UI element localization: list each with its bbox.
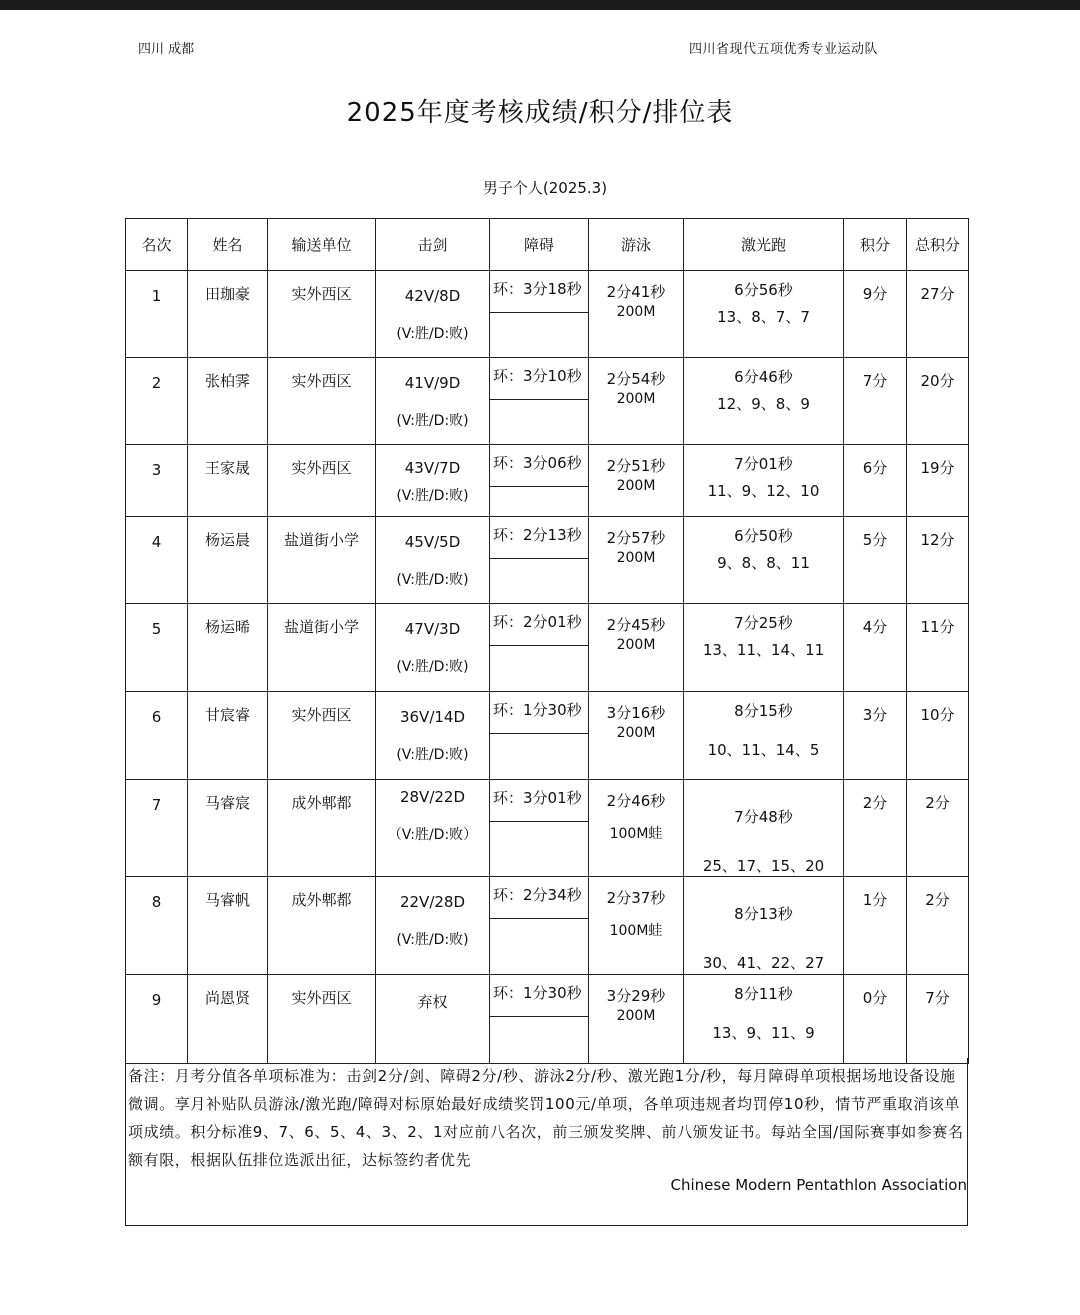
laser-run-shots: 9、8、8、11 xyxy=(717,554,810,572)
swim-distance: 200M xyxy=(616,1008,656,1024)
total-value: 11分 xyxy=(920,618,955,636)
cell-rank xyxy=(126,271,188,358)
table-row xyxy=(126,358,969,445)
cell-fencing xyxy=(376,780,490,877)
laser-run-shots: 11、9、12、10 xyxy=(707,482,820,500)
athlete-name: 马睿帆 xyxy=(204,891,250,909)
table-row xyxy=(126,692,969,780)
points-value: 7分 xyxy=(862,372,888,390)
cell-obstacle xyxy=(490,271,589,358)
points-value: 9分 xyxy=(862,285,888,303)
rank-value: 3 xyxy=(151,461,162,479)
cell-total xyxy=(907,517,969,604)
laser-run-time: 6分56秒 xyxy=(734,281,793,299)
cell-total xyxy=(907,604,969,692)
cell-swim xyxy=(589,780,684,877)
rank-value: 6 xyxy=(151,708,162,726)
cell-fencing xyxy=(376,271,490,358)
cell-unit xyxy=(268,517,376,604)
swim-time: 3分29秒 xyxy=(606,987,666,1005)
athlete-unit: 实外西区 xyxy=(291,706,352,724)
fencing-legend: (V:胜/D:败) xyxy=(396,659,469,675)
cell-swim xyxy=(589,877,684,975)
points-value: 0分 xyxy=(862,989,888,1007)
table-row xyxy=(126,604,969,692)
total-value: 27分 xyxy=(920,285,955,303)
fencing-result: 36V/14D xyxy=(399,708,466,726)
cell-swim xyxy=(589,604,684,692)
cell-laser-run xyxy=(684,877,844,975)
cell-obstacle xyxy=(490,877,589,975)
cell-points xyxy=(844,358,907,445)
document-subtitle: 男子个人(2025.3) xyxy=(482,179,608,197)
total-value: 12分 xyxy=(920,531,955,549)
athlete-unit: 盐道街小学 xyxy=(283,531,359,549)
laser-run-shots: 30、41、22、27 xyxy=(702,954,825,972)
cell-unit xyxy=(268,271,376,358)
table-row xyxy=(126,780,969,877)
col-header-fencing: 击剑 xyxy=(376,219,490,271)
athlete-name: 杨运晨 xyxy=(204,531,250,549)
cell-points xyxy=(844,877,907,975)
cell-points xyxy=(844,271,907,358)
cell-unit xyxy=(268,445,376,517)
cell-points xyxy=(844,445,907,517)
cell-swim xyxy=(589,975,684,1064)
cell-name xyxy=(188,517,268,604)
laser-run-time: 7分25秒 xyxy=(734,614,793,632)
athlete-name: 王家晟 xyxy=(204,459,250,477)
col-header-points: 积分 xyxy=(844,219,907,271)
fencing-legend: (V:胜/D:败) xyxy=(396,932,469,948)
obstacle-time: 环：3分10秒 xyxy=(490,358,588,400)
col-header-laser-run: 激光跑 xyxy=(684,219,844,271)
col-header-rank: 名次 xyxy=(126,219,188,271)
col-header-swim: 游泳 xyxy=(589,219,684,271)
cell-total xyxy=(907,780,969,877)
table-row xyxy=(126,975,969,1064)
rank-value: 8 xyxy=(151,893,162,911)
cell-rank xyxy=(126,692,188,780)
rank-value: 7 xyxy=(151,796,162,814)
swim-distance: 200M xyxy=(616,725,656,741)
total-value: 7分 xyxy=(925,989,950,1007)
fencing-result: 22V/28D xyxy=(399,893,466,911)
swim-time: 2分51秒 xyxy=(606,457,666,475)
cell-total xyxy=(907,877,969,975)
athlete-name: 张柏霁 xyxy=(204,372,250,390)
cell-total xyxy=(907,271,969,358)
fencing-legend xyxy=(376,1012,489,1030)
laser-run-time: 6分50秒 xyxy=(734,527,793,545)
table-row xyxy=(126,517,969,604)
obstacle-time: 环：1分30秒 xyxy=(490,692,588,734)
fencing-result: 41V/9D xyxy=(404,374,461,392)
athlete-name: 马睿宸 xyxy=(204,794,250,812)
cell-rank xyxy=(126,604,188,692)
cell-unit xyxy=(268,975,376,1064)
athlete-name: 尚恩贤 xyxy=(204,989,250,1007)
col-header-unit: 输送单位 xyxy=(268,219,376,271)
obstacle-time: 环：1分30秒 xyxy=(490,975,588,1017)
swim-time: 2分45秒 xyxy=(606,616,666,634)
total-value: 19分 xyxy=(920,459,955,477)
laser-run-shots: 25、17、15、20 xyxy=(702,857,825,875)
fencing-legend: (V:胜/D:败) xyxy=(396,326,469,342)
swim-distance: 200M xyxy=(616,391,656,407)
cell-rank xyxy=(126,517,188,604)
association-signature: Chinese Modern Pentathlon Association xyxy=(670,1176,967,1194)
cell-laser-run xyxy=(684,975,844,1064)
cell-total xyxy=(907,445,969,517)
cell-unit xyxy=(268,692,376,780)
obstacle-time: 环：3分06秒 xyxy=(490,445,588,487)
document-title: 2025年度考核成绩/积分/排位表 xyxy=(346,98,734,128)
swim-time: 2分57秒 xyxy=(606,529,666,547)
swim-time: 3分16秒 xyxy=(606,704,666,722)
athlete-unit: 盐道街小学 xyxy=(283,618,359,636)
cell-name xyxy=(188,358,268,445)
obstacle-time: 环：3分18秒 xyxy=(490,271,588,313)
cell-points xyxy=(844,517,907,604)
cell-unit xyxy=(268,358,376,445)
cell-points xyxy=(844,975,907,1064)
cell-rank xyxy=(126,358,188,445)
swim-distance: 200M xyxy=(616,304,656,320)
cell-laser-run xyxy=(684,604,844,692)
fencing-legend: (V:胜/D:败) xyxy=(396,572,469,588)
swim-distance: 100M蛙 xyxy=(609,826,663,842)
cell-total xyxy=(907,975,969,1064)
cell-swim xyxy=(589,517,684,604)
cell-obstacle xyxy=(490,780,589,877)
cell-fencing xyxy=(376,692,490,780)
fencing-legend: (V:胜/D:败) xyxy=(396,413,469,429)
remarks-text: 备注：月考分值各单项标准为：击剑2分/剑、障碍2分/秒、游泳2分/秒、激光跑1分/秒，每月障碍单项根据场地设备设施微调。享月补贴队员游泳/激光跑/障碍对标原始最好成绩奖罚100元/单项，各单项违规者均罚停10秒，情节严重取消该单项成绩。积分标准9、7、6、5、4、3、2、1对应前八名次，前三颁发奖牌、前八颁发证书。每站全国/国际赛事如参赛名额有限，根据队伍排位选派出征，达标签约者优先 xyxy=(128,1067,964,1169)
cell-total xyxy=(907,692,969,780)
swim-time: 2分37秒 xyxy=(606,889,666,907)
cell-obstacle xyxy=(490,975,589,1064)
cell-name xyxy=(188,692,268,780)
obstacle-time: 环：3分01秒 xyxy=(490,780,588,822)
cell-fencing xyxy=(376,358,490,445)
cell-laser-run xyxy=(684,517,844,604)
fencing-result: 28V/22D xyxy=(399,788,466,806)
cell-rank xyxy=(126,780,188,877)
swim-distance: 200M xyxy=(616,637,656,653)
cell-unit xyxy=(268,877,376,975)
fencing-legend: (V:胜/D:败) xyxy=(396,488,469,504)
cell-fencing xyxy=(376,975,490,1064)
remarks-box xyxy=(125,1058,968,1226)
athlete-name: 杨运晞 xyxy=(204,618,250,636)
cell-swim xyxy=(589,358,684,445)
laser-run-time: 8分13秒 xyxy=(734,905,793,923)
header-organization: 四川省现代五项优秀专业运动队 xyxy=(688,42,878,57)
cell-laser-run xyxy=(684,692,844,780)
fencing-legend: (V:胜/D:败) xyxy=(396,747,469,763)
points-value: 3分 xyxy=(862,706,888,724)
athlete-name: 甘宸睿 xyxy=(204,706,250,724)
cell-laser-run xyxy=(684,358,844,445)
laser-run-shots: 13、9、11、9 xyxy=(712,1024,815,1042)
cell-points xyxy=(844,604,907,692)
cell-name xyxy=(188,877,268,975)
swim-time: 2分41秒 xyxy=(606,283,666,301)
laser-run-shots: 13、11、14、11 xyxy=(702,641,825,659)
cell-swim xyxy=(589,692,684,780)
fencing-result: 45V/5D xyxy=(404,533,461,551)
table-row xyxy=(126,877,969,975)
laser-run-time: 7分01秒 xyxy=(734,455,793,473)
cell-laser-run xyxy=(684,271,844,358)
cell-points xyxy=(844,780,907,877)
laser-run-shots: 12、9、8、9 xyxy=(717,395,810,413)
col-header-obstacle: 障碍 xyxy=(490,219,589,271)
athlete-unit: 成外郫都 xyxy=(291,794,352,812)
total-value: 2分 xyxy=(925,794,950,812)
cell-obstacle xyxy=(490,692,589,780)
total-value: 20分 xyxy=(920,372,955,390)
total-value: 10分 xyxy=(920,706,955,724)
points-value: 2分 xyxy=(862,794,888,812)
cell-laser-run xyxy=(684,780,844,877)
athlete-unit: 成外郫都 xyxy=(291,891,352,909)
cell-fencing xyxy=(376,877,490,975)
rank-value: 9 xyxy=(151,991,162,1009)
swim-distance: 200M xyxy=(616,550,656,566)
table-header-row xyxy=(126,219,969,271)
cell-rank xyxy=(126,445,188,517)
cell-swim xyxy=(589,445,684,517)
cell-obstacle xyxy=(490,517,589,604)
fencing-result: 42V/8D xyxy=(404,287,461,305)
fencing-result: 43V/7D xyxy=(404,459,461,477)
cell-fencing xyxy=(376,604,490,692)
fencing-result: 47V/3D xyxy=(404,620,461,638)
laser-run-time: 8分11秒 xyxy=(734,985,793,1003)
col-header-name: 姓名 xyxy=(188,219,268,271)
points-value: 4分 xyxy=(862,618,888,636)
athlete-unit: 实外西区 xyxy=(291,285,352,303)
cell-obstacle xyxy=(490,445,589,517)
points-value: 6分 xyxy=(862,459,888,477)
obstacle-time: 环：2分01秒 xyxy=(490,604,588,646)
cell-obstacle xyxy=(490,604,589,692)
results-table xyxy=(125,218,969,1064)
laser-run-time: 7分48秒 xyxy=(734,808,793,826)
cell-rank xyxy=(126,877,188,975)
cell-name xyxy=(188,445,268,517)
laser-run-shots: 10、11、14、5 xyxy=(707,741,820,759)
cell-points xyxy=(844,692,907,780)
cell-obstacle xyxy=(490,358,589,445)
rank-value: 4 xyxy=(151,533,162,551)
points-value: 5分 xyxy=(862,531,888,549)
points-value: 1分 xyxy=(862,891,888,909)
cell-name xyxy=(188,780,268,877)
cell-name xyxy=(188,271,268,358)
laser-run-time: 6分46秒 xyxy=(734,368,793,386)
cell-unit xyxy=(268,604,376,692)
laser-run-shots: 13、8、7、7 xyxy=(717,308,810,326)
total-value: 2分 xyxy=(925,891,950,909)
rank-value: 1 xyxy=(151,287,162,305)
obstacle-time: 环：2分34秒 xyxy=(490,877,588,919)
swim-distance: 100M蛙 xyxy=(609,923,663,939)
obstacle-time: 环：2分13秒 xyxy=(490,517,588,559)
cell-name xyxy=(188,975,268,1064)
cell-rank xyxy=(126,975,188,1064)
table-row xyxy=(126,445,969,517)
athlete-unit: 实外西区 xyxy=(291,459,352,477)
athlete-name: 田珈豪 xyxy=(204,285,250,303)
laser-run-time: 8分15秒 xyxy=(734,702,793,720)
swim-time: 2分54秒 xyxy=(606,370,666,388)
athlete-unit: 实外西区 xyxy=(291,372,352,390)
rank-value: 5 xyxy=(151,620,162,638)
cell-name xyxy=(188,604,268,692)
header-location: 四川 成都 xyxy=(138,42,195,57)
cell-fencing xyxy=(376,445,490,517)
table-row xyxy=(126,271,969,358)
col-header-total: 总积分 xyxy=(907,219,969,271)
cell-unit xyxy=(268,780,376,877)
rank-value: 2 xyxy=(151,374,162,392)
swim-time: 2分46秒 xyxy=(606,792,666,810)
fencing-legend: （V:胜/D:败） xyxy=(387,827,478,843)
top-bar xyxy=(0,0,1080,10)
cell-total xyxy=(907,358,969,445)
swim-distance: 200M xyxy=(616,478,656,494)
fencing-result: 弃权 xyxy=(417,993,448,1011)
athlete-unit: 实外西区 xyxy=(291,989,352,1007)
cell-swim xyxy=(589,271,684,358)
cell-fencing xyxy=(376,517,490,604)
cell-laser-run xyxy=(684,445,844,517)
